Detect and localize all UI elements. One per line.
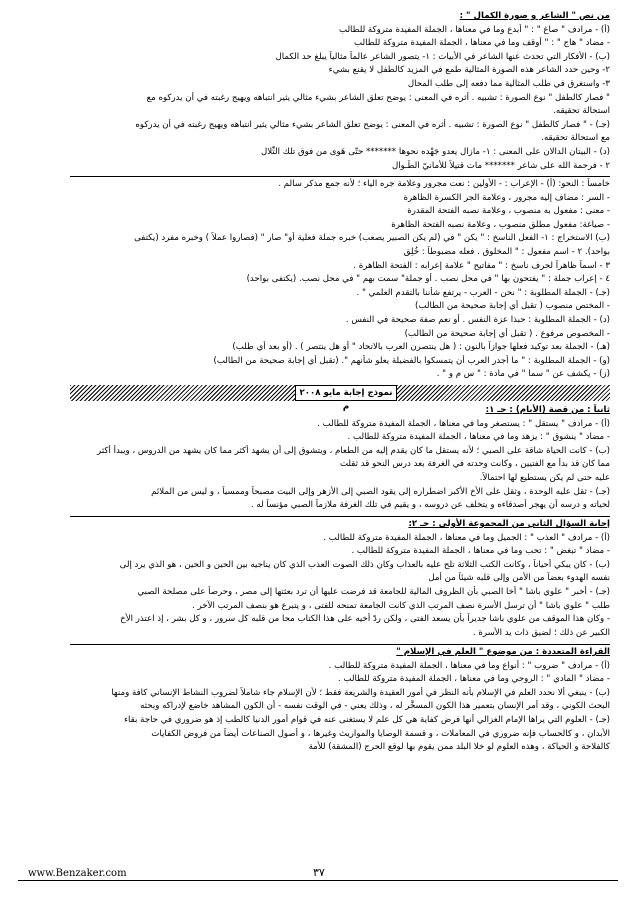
- section-heading: من نص " الشاعر و صورة الكمال " :: [459, 11, 610, 21]
- text-line: - مضاد " ينشوق " : يزهد وما في معناها ، الجملة المفيدة متروكة للطالب .: [347, 432, 610, 443]
- text-line: - معنى : مفعول به منصوب ، وعلامة نصبه الفتحة المقدرة: [407, 206, 610, 217]
- banner-label: نموذج إجابة مايو ٢٠٠٨ م: [295, 385, 397, 401]
- text-line: (د) - الجملة المطلوبة : حبذا عزة النفس . أو نعم صفة صحيحة في النفس .: [345, 314, 610, 325]
- text-line: (جـ) - الجملة المطلوبة : " نحن - العرب - يرتفع شأننا بالتقدم العلمي " .: [356, 287, 610, 298]
- footer-rule: [18, 880, 618, 881]
- text-line: عليه حتى لم يكن يستطيع لها احتمالاً.: [479, 472, 610, 483]
- text-line: - المختص منصوب ( تقبل أي إجابة صحيحة من الطالب): [415, 301, 610, 312]
- text-line: ٣ - اسماً ظاهراً لحرف ناسخ : " مفاتيح " علامة إعرابه : الفتحة الظاهرة .: [353, 260, 610, 271]
- section-grammar: [70, 178, 610, 382]
- text-line: الأبدان ، و كالحساب فإنه ضروري في المعاملات ، و قسمة الوصايا والمواريث وغيرها ، و أصول الصناعات أيضاً من فروض الكفايات: [151, 728, 610, 739]
- text-line: ٣- واستغرق في طلب المثالية مما دفعه إلى طلب المحال: [407, 78, 610, 89]
- text-line: - مضاد " هاج " : " أوقف وما في معناها ، الجملة المفيدة متروكة للطالب: [354, 38, 610, 49]
- text-line: - مضاد " تبغض " : تحب وما في معناها ، الجملة المفيدة متروكة للطالب .: [351, 546, 610, 557]
- text-line: (ب) - الأفكار التي تحدث عنها الشاعر في الأبيات : ١- يتصور الشاعر عالماً مثالياً يبلغ حد الكمال: [275, 51, 610, 62]
- text-line: - وكان هذا الموقف من علوي باشا جديراً بأن يسعد الفتى ، ولكن ردّ أخيه على هذا الكتاب محا من قلبه كل سرور ، و كل بشر ، إذ اعتذر الأخ: [120, 614, 610, 625]
- text-line: ٤ - إعراب جملة : " يفتحون بها " في محل نصب . أو جملة" سمت بهم " في محل نصب. (يكتفى بواحد): [246, 274, 610, 285]
- text-line: - صياغة: مفعول مطلق منصوب ، وعلامة نصبه الفتحة الظاهرة: [391, 219, 610, 230]
- text-line: (جـ) - العلوم التي يراها الإمام الغزالي أنها فرض كفاية هي كل علم لا يستغنى عنه في قوام أمور الدنيا كالطب إذ هو ضروري في حاجة بقاء: [124, 714, 610, 725]
- text-line: بواحد). ٢ - اسم مفعول : " المخلوق . فعله مضبوطاً : خُلِق: [403, 246, 610, 257]
- text-line: (جـ) - ثقل عليه الوحدة ، وثقل على الأخ الأكبر اضطراره إلى يقود الصبي إلى الأزهر وإلى البيت مصبحاً وممسياً ، و ليس من الملائم: [151, 486, 610, 497]
- text-line: كالفلاحة و الحياكة ، وهذه العلوم لو خلا البلد ممن يقوم بها لوقع الحرج (المشقة) للأمة: [308, 742, 610, 753]
- text-line: - السر : مضاف إليه مجرور ، وعلامة الجر الكسرة الظاهرة: [403, 192, 610, 203]
- section-ayyam: [70, 404, 610, 513]
- text-line: مع استحالة تحقيقه.: [541, 133, 610, 144]
- section-heading: خامساً : النحو: (أ) - الإعراب : - الأولين : نعت مجرور وعلامة جره الياء ؛ لأنه جمع مذكر سالم .: [278, 179, 610, 189]
- text-line: الكبير عن ذلك ؛ لضيق ذات يد الأسرة .: [472, 627, 610, 638]
- section-heading: ثانياً : من قصة (الأيام) : جـ ١:: [485, 405, 610, 415]
- text-line: استحالة تحقيقه.: [553, 106, 610, 117]
- text-line: مما كان قد بدأ مع الفتيين ، وكانت وحدته في الغرفة بعد درس النحو قد ثقلت: [339, 459, 610, 470]
- text-line: (أ) - مرادف " العذب " : الجميل وما في معناها ، الجملة المفيدة متروكة للطالب .: [323, 532, 610, 543]
- text-line: " فصار كالطفل " نوع الصورة : تشبيه . أثره في المعنى : يوضح تعلق الشاعر بشيء مثالي يثير انتباهه ويهيج رغبته في أن يدركوه مع: [146, 92, 610, 103]
- section-multiple-reading: [70, 646, 610, 755]
- text-line: (أ) - مرادف " يستقل " : يستصغر وما في معناها ، الجملة المفيدة متروكة للطالب .: [317, 418, 610, 429]
- text-line: (أ) - مرادف " صاغ " : " أبدع وما في معناها ، الجملة المفيدة متروكة للطالب: [339, 24, 610, 35]
- text-line: نفسه الهدوء بعضاً من الأمن وإلى قلبه شيئاً من أمل: [428, 573, 610, 584]
- text-line: (ب) - ينبغي ألا نحدد العلم في الإسلام بأنه النظر في أمور العقيدة والشريعة فقط ؛ لأن الإسلام جاء شاملاً لضروب النشاط الإنساني كافة ومنها: [111, 687, 610, 698]
- footer-url: www.Benzaker.com: [28, 868, 127, 879]
- section-heading: إجابة السؤال الثاني من المجموعة الأولى : جـ ٢:: [408, 519, 610, 529]
- text-line: البحث الكوني ، وقد أمر الإنسان بتعمير هذا الكون المسخَّر له ، وذلك يعني - في الوقت نفسه - أن الكون المشاهد خاضع لإدراكه وبحثه: [140, 701, 610, 712]
- divider: [70, 516, 610, 517]
- text-line: ٢ - فرحمة الله على شاعر ******* مات قتيلاً للأمانيّ الطِّـوال: [391, 160, 610, 171]
- text-line: ٢- وحين حدد الشاعر هذه الصورة المثالية طمع في المزيد كالطفل لا يقنع بشيء: [328, 65, 610, 76]
- divider: [70, 644, 610, 645]
- text-line: - مضاد " المادي " : الروحي وما في معناها ، الجملة المفيدة متروكة للطالب .: [337, 674, 610, 685]
- section-second-question: [70, 518, 610, 640]
- text-line: (ب) - كانت الحياة شاقة على الصبي ؛ لأنه يستقل ما كان يقدم إليه من الطعام ، ويتشوق إلى أن يشهد أكثر مما كان يشهد من الدروس ، ويبدأ أكثر: [97, 445, 610, 456]
- section-heading: القراءة المتعددة : من موضوع " العلم في الإسلام ": [396, 647, 610, 657]
- text-line: (جـ) - " فصار كالطفل " نوع الصورة : تشبيه . أثره في المعنى : يوضح تعلق الشاعر بشيء مثالي يثير انتباهه ويهيج رغبته في أن يدركوه: [135, 119, 610, 130]
- text-line: (ز) - يكشف عن " سما " في مادة : " س م و " .: [436, 369, 610, 380]
- section-poem: [70, 10, 610, 173]
- text-line: (أ) - مرادف " ضروب " : أنواع وما في معناها ، الجملة المفيدة متروكة للطالب .: [328, 660, 610, 671]
- text-line: (د) - البيتان الدالان على المعنى : ١- مازال يعدو جَهْده نحوها ******* حتّى هَوى من فوق تلك التِّلال: [261, 146, 610, 157]
- text-line: (ب) الاستخراج : ١- الفعل الناسخ : " يكن " في (لم يكن الصبير يصعب) خبره جملة فعلية أو" صار " (فصاروا عملاً ) وخبره مفرد (يكتفى: [134, 233, 610, 244]
- divider: [70, 176, 610, 177]
- text-line: (و) - الجملة المطلوبة : " ما أجدر العرب أن يتمسكوا بالفضيلة يعلو شأنهم ". (تقبل أي إجابة صحيحة من الطالب): [213, 355, 610, 366]
- text-line: (ب) - كان يبكي أحياناً ، وكانت الكتب الثلاثة تلح عليه بالعذاب وكان ذلك الصوت العذب الذي كان يناجيه بين الحين و الحين ، هو الذي يرد إلى: [119, 559, 610, 570]
- text-line: (جـ) - أخبر " علوي باشا " أخا الصبي بأن الظروف المالية للجامعة قد فرضت عليها أن ترد بعثتها إلى مصر ، وحرصاً على مصلحة الصبي: [137, 586, 610, 597]
- page-number: ٣٧: [313, 866, 325, 879]
- text-line: طلب " علوي باشا " أن ترسل الأسرة نصف المرتب الذي كانت الجامعة تمنحه للفتى ، و يتبرع هو بنصف المرتب الآخر .: [192, 600, 610, 611]
- text-line: لحياته و درسه أن يهجر أصدقاءه و يتخلف عن دروسه ، و يقيم في تلك الغرفة ملازماً الصبي مؤنساً له .: [250, 500, 610, 511]
- text-line: (هـ) - الجملة بعد توكيد فعلها جوازاً بالنون : ( هل ينتصرن العرب بالاتحاد " أو هل ينتصر ) . (أو بعد أي طلب): [232, 342, 610, 353]
- text-line: - المخصوص مرفوع . ( تقبل أي إجابة صحيحة من الطالب): [404, 328, 610, 339]
